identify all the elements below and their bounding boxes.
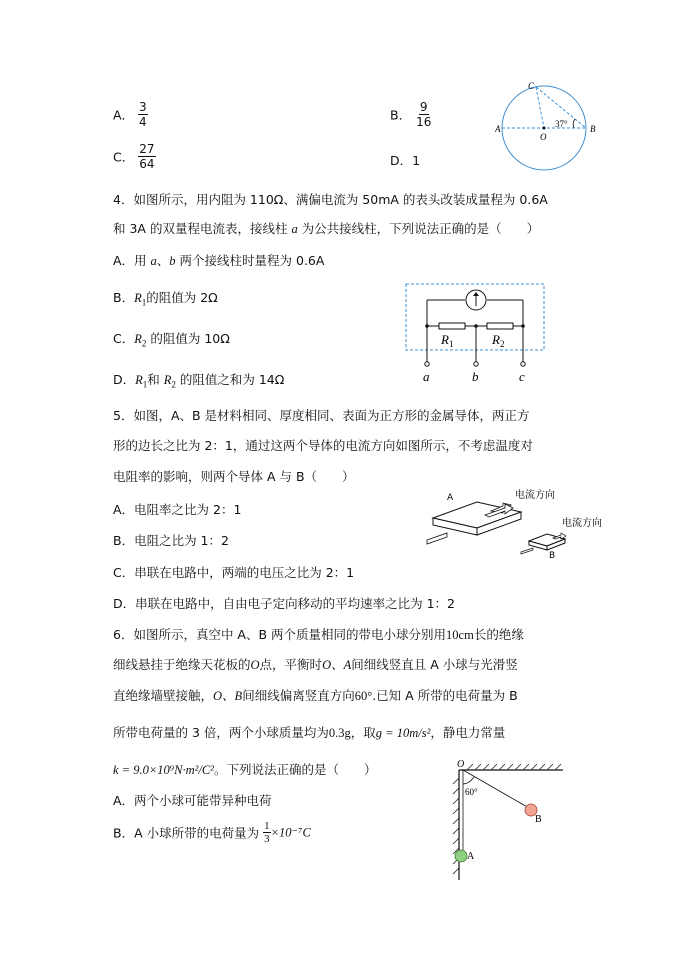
r2-label: $R_2$ (492, 332, 505, 349)
resistor-r1 (439, 323, 465, 329)
current-direction-label-b: 电流方向 (562, 518, 602, 529)
q5-option-d: D．串联在电路中，自由电子定向移动的平均速率之比为 1：2 (113, 596, 456, 611)
q4-option-c: C．$R_2$ 的阻值为 10Ω (113, 331, 230, 349)
terminal-label-c: c (519, 369, 525, 384)
q6-stem-line3: 直绝缘墙壁接触，O、B间细线偏离竖直方向60°.已知 A 所带的电荷量为 B (113, 688, 518, 703)
q6-option-b: B．A 小球所带的电荷量为 $\frac{1}{3}$ ×10⁻⁷C (113, 820, 311, 845)
pendulum-label-b: B (535, 814, 542, 825)
pendulum-label-a: A (467, 851, 475, 862)
q3-option-d: D．1 (390, 153, 421, 168)
circle-label-o: O (540, 132, 547, 142)
q5-stem-line1: 5．如图，A、B 是材料相同、厚度相同、表面为正方形的金属导体，两正方 (113, 408, 530, 423)
q4-option-a: A．用 a、b 两个接线柱时量程为 0.6A (113, 253, 325, 268)
q5-option-b: B．电阻之比为 1：2 (113, 533, 229, 548)
pendulum-angle-label: 60° (465, 787, 478, 797)
terminal-c (521, 362, 525, 366)
q3-option-c-fraction: $\frac{27}{64}$ (139, 142, 155, 171)
q4-stem-line2: 和 3A 的双量程电流表，接线柱 a 为公共接线柱，下列说法正确的是（ ） (113, 221, 540, 236)
q6-option-b-fraction: $\frac{1}{3}$ (264, 820, 270, 845)
q3-option-b-fraction: $\frac{9}{16}$ (416, 100, 432, 129)
q3-option-a: A． $\frac{3}{4}$ (113, 100, 147, 129)
terminal-b (474, 362, 478, 366)
terminal-label-b: b (472, 369, 479, 384)
q3-option-b: B． $\frac{9}{16}$ (390, 100, 432, 129)
terminal-a (425, 362, 429, 366)
q6-stem-line1: 6．如图所示，真空中 A、B 两个质量相同的带电小球分别用10cm长的绝缘 (113, 627, 524, 642)
r1-label: $R_1$ (441, 332, 454, 349)
conductor-figure (425, 488, 615, 560)
circle-label-a: A (495, 124, 501, 134)
q6-stem-line4: 所带电荷量的 3 倍，两个小球质量均为0.3g，取g = 10m/s²，静电力常量 (113, 725, 506, 740)
q3-option-c: C． $\frac{27}{64}$ (113, 142, 155, 171)
conductor-label-b: B (549, 551, 556, 560)
q4-stem-line1: 4．如图所示，用内阻为 110Ω、满偏电流为 50mA 的表头改装成量程为 0.6A (113, 192, 548, 207)
q6-option-a: A．两个小球可能带异种电荷 (113, 793, 272, 808)
resistor-r2 (487, 323, 513, 329)
q4-option-b: B．$R_1$的阻值为 2Ω (113, 290, 218, 308)
circle-label-c: C (528, 81, 535, 91)
q6-stem-line5: k = 9.0×10⁹N·m²/C²。下列说法正确的是（ ） (113, 762, 377, 777)
circle-figure (495, 80, 605, 175)
pendulum-figure (445, 758, 565, 883)
circle-label-b: B (590, 124, 596, 134)
terminal-label-a: a (423, 369, 430, 384)
q5-option-c: C．串联在电路中，两端的电压之比为 2：1 (113, 565, 355, 580)
q5-stem-line3: 电阻率的影响，则两个导体 A 与 B（ ） (113, 469, 355, 484)
ball-a (455, 850, 467, 862)
circuit-figure (405, 282, 550, 387)
q3-option-a-fraction: $\frac{3}{4}$ (139, 100, 147, 129)
q6-stem-line2: 细线悬挂于绝缘天花板的O点，平衡时O、A间细线竖直且 A 小球与光滑竖 (113, 657, 518, 672)
q5-stem-line2: 形的边长之比为 2：1，通过这两个导体的电流方向如图所示，不考虑温度对 (113, 438, 533, 453)
current-direction-label-a: 电流方向 (515, 490, 555, 501)
circle-angle-label: 37° (555, 119, 568, 129)
q4-option-d: D．$R_1$和 $R_2$ 的阻值之和为 14Ω (113, 372, 285, 390)
q5-option-a: A．电阻率之比为 2：1 (113, 502, 242, 517)
conductor-label-a: A (447, 493, 454, 503)
pendulum-label-o: O (457, 759, 465, 770)
